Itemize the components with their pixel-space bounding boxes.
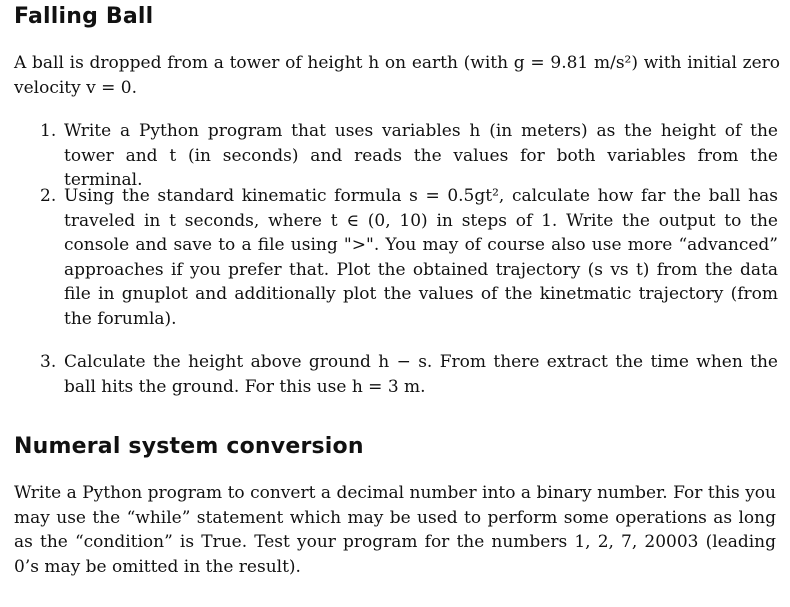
list-item-number: 1. [40,121,57,141]
section-heading-numeral-conversion: Numeral system conversion [14,434,364,459]
numeral-conversion-text: Write a Python program to convert a decimal number into a binary number. For this you may use the “while” statement which may be used to perform some operations as long as the “condition” is True. Test your program for the numbers 1, 2, 7, 20003 (leading 0’s may be omitted in the result). [14,483,776,577]
list-item-number: 2. [40,186,57,206]
list-item-text: Using the standard kinematic formula s = 0.5gt², calculate how far the ball has traveled in t seconds, where t ∈ (0, 10) in steps of 1. Write the output to the console and save to a file using ">". You may of course also use more “advanced” approaches if you prefer that. Plot the obtained trajectory (s vs t) from the data file in gnuplot and additionally plot the values of the kinetmatic trajectory (from the forumla). [64,186,778,329]
falling-ball-intro: A ball is dropped from a tower of height h on earth (with g = 9.81 m/s²) with initial zero velocity v = 0. [14,53,780,98]
list-item-text: Write a Python program that uses variables h (in meters) as the height of the tower and t (in seconds) and reads the values for both variables from the terminal. [64,121,778,190]
list-item-number: 3. [40,352,57,372]
list-item-text: Calculate the height above ground h − s. From there extract the time when the ball hits the ground. For this use h = 3 m. [64,352,778,397]
section-heading-falling-ball: Falling Ball [14,4,154,29]
